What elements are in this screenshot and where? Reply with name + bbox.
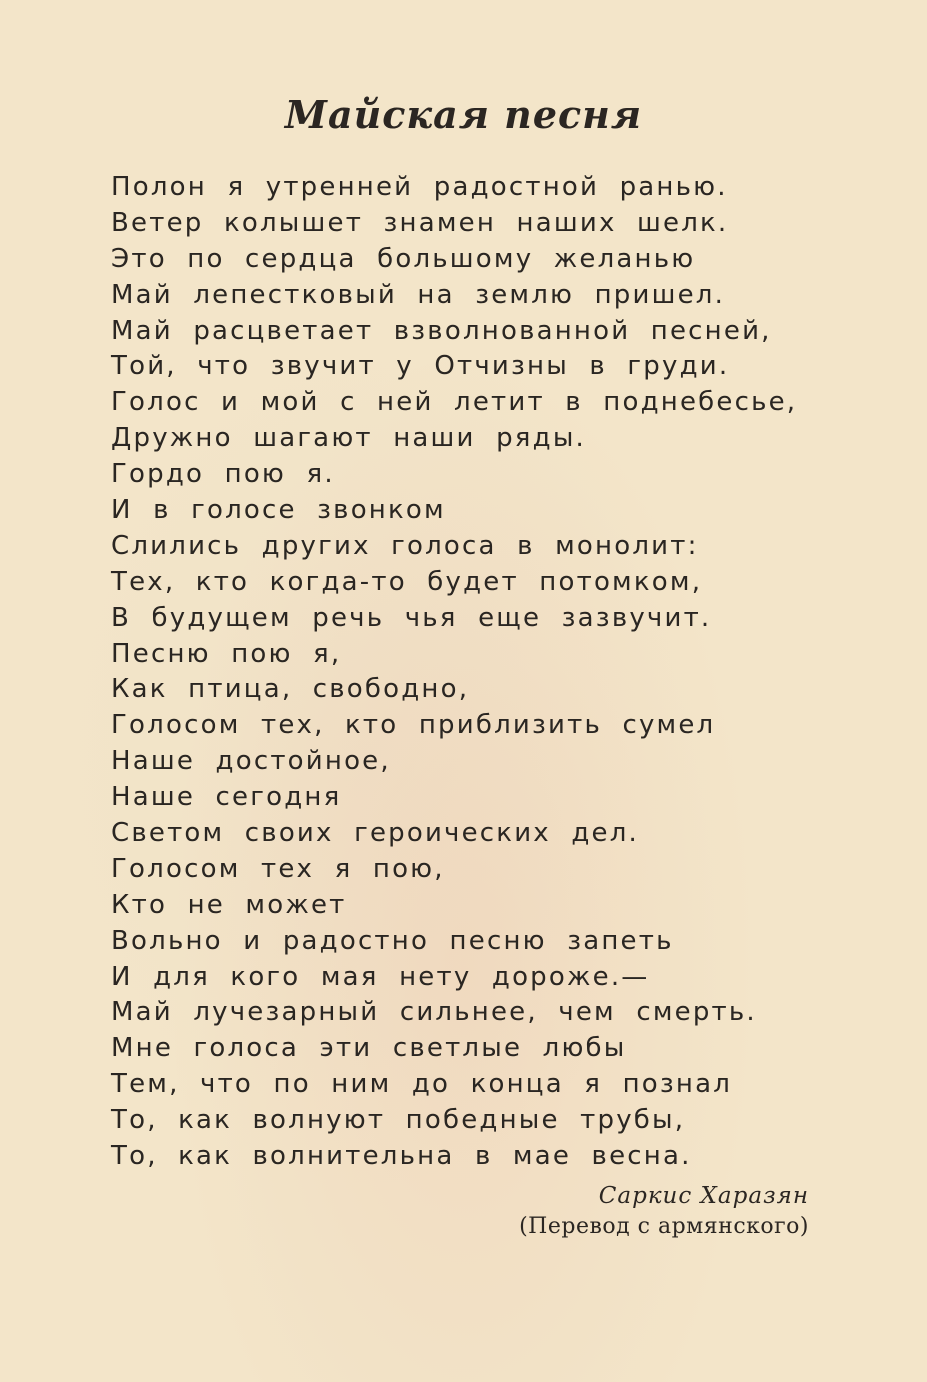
- translation-note: (Перевод с армянского): [519, 1214, 809, 1239]
- poem-line: Кто не может: [111, 889, 347, 920]
- poem-line: Мне голоса эти светлые любы: [111, 1033, 627, 1064]
- poem-line: Слились других голоса в монолит:: [111, 530, 699, 561]
- poem-line: Полон я утренней радостной ранью.: [111, 172, 728, 202]
- poem-line: Песню пою я,: [111, 638, 342, 669]
- poem-body: [111, 170, 797, 1175]
- poem-line: Май лепестковый на землю пришел.: [111, 279, 726, 310]
- poem-line: Как птица, свободно,: [111, 674, 470, 705]
- poem-title: Майская песня: [284, 92, 643, 137]
- poem-line: То, как волнительна в мае весна.: [111, 1141, 692, 1172]
- poem-line: Ветер колышет знамен наших шелк.: [111, 207, 729, 238]
- poem-line: Май лучезарный сильнее, чем смерть.: [111, 997, 757, 1028]
- poem-line: Тем, что по ним до конца я познал: [111, 1069, 733, 1100]
- poem-line: Голос и мой с ней летит в поднебесье,: [111, 387, 798, 418]
- poem-line: Той, что звучит у Отчизны в груди.: [111, 351, 730, 382]
- poem-line: То, как волнуют победные трубы,: [111, 1105, 686, 1136]
- poem-line: Светом своих героических дел.: [111, 818, 640, 849]
- author-name: Саркис Харазян: [598, 1183, 809, 1209]
- poem-line: В будущем речь чья еще зазвучит.: [111, 602, 712, 633]
- poem-line: Гордо пою я.: [111, 459, 335, 490]
- poem-line: Это по сердца большому желанью: [111, 243, 696, 274]
- poem-line: Наше достойное,: [111, 746, 391, 777]
- poem-line: И для кого мая нету дороже.—: [111, 961, 650, 992]
- poem-line: Наше сегодня: [111, 782, 342, 813]
- poem-line: Голосом тех, кто приблизить сумел: [111, 710, 716, 741]
- poem-line: Май расцветает взволнованной песней,: [111, 315, 772, 346]
- poem-line: И в голосе звонком: [111, 495, 446, 526]
- poem-line: Тех, кто когда-то будет потомком,: [111, 566, 703, 597]
- poem-line: Вольно и радостно песню запеть: [111, 925, 674, 956]
- poem-line: Голосом тех я пою,: [111, 853, 445, 884]
- poem-line: Дружно шагают наши ряды.: [111, 423, 587, 454]
